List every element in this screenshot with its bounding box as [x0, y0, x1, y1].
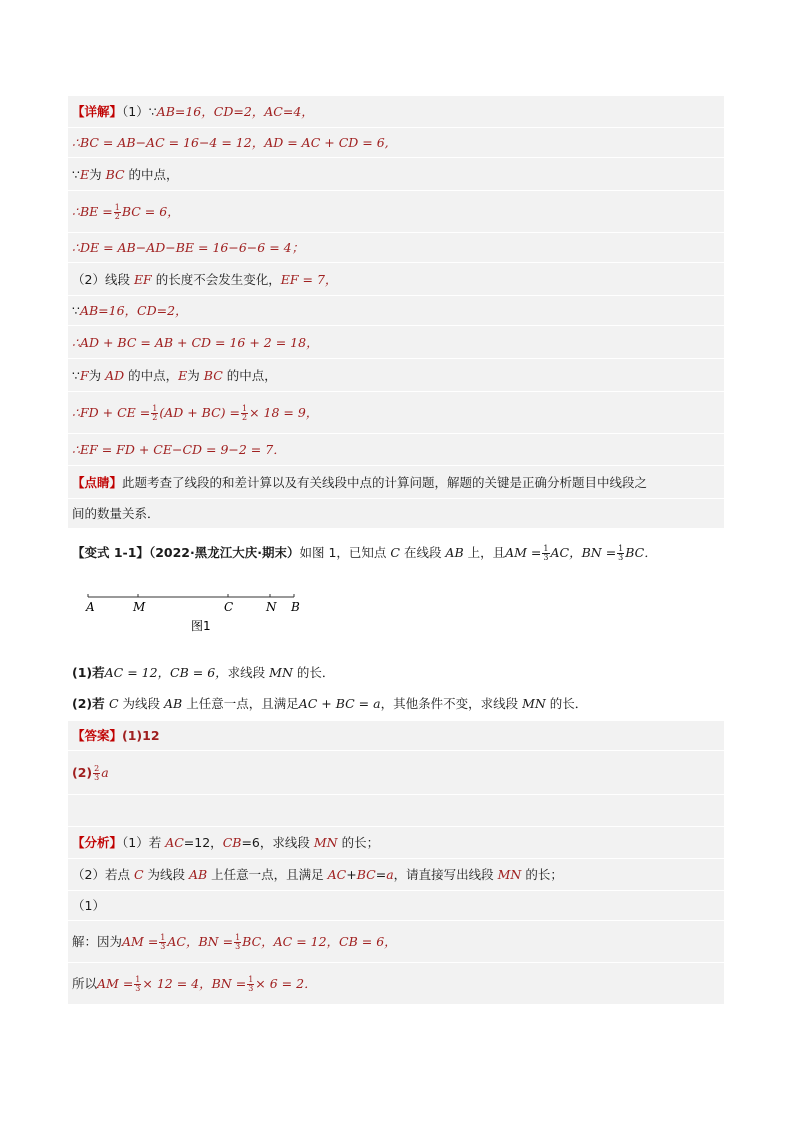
segment-figure [84, 588, 324, 638]
answer-line-1: 【答案】(1)12 [68, 721, 724, 751]
fraction: $\frac{1}{3}$ [248, 975, 254, 993]
variant-tag: 【变式 1-1】 [72, 545, 149, 560]
fraction: $\frac{1}{2}$ [152, 404, 158, 422]
solution-line-3: ∵E为 BC 的中点， [68, 158, 724, 191]
fraction: $\frac{1}{2}$ [114, 203, 120, 221]
answer-line-2: (2) $\frac{2}{3}$ a [68, 751, 724, 795]
variant-statement: 【变式 1-1】（2022·黑龙江大庆·期末）如图 1，已知点 C 在线段 AB 上，且AM = $\frac{1}{3}$ AC，BN = $\frac{1}{3}$ BC． [72, 544, 657, 562]
answer-blank [68, 795, 724, 827]
analysis-heading: 【分析】 [72, 835, 123, 850]
comment-line-1: 【点睛】此题考查了线段的和差计算以及有关线段中点的计算问题，解题的关键是正确分析题目中线段之 [68, 466, 724, 499]
figure-caption: 图1 [191, 619, 211, 633]
comment-heading: 【点睛】 [72, 475, 123, 490]
solution-line-6: （2）线段 EF 的长度不会发生变化，EF = 7， [68, 263, 724, 296]
question-2: (2)若 C 为线段 AB 上任意一点，且满足AC + BC = a，其他条件不变，求线段 MN 的长． [72, 696, 588, 711]
analysis-line-1: 【分析】（1）若 AC=12，CB=6，求线段 MN 的长； [68, 827, 724, 859]
solution-heading: 【详解】 [72, 104, 123, 119]
fraction: $\frac{1}{3}$ [618, 544, 624, 562]
solution-line-8: ∴AD + BC = AB + CD = 16 + 2 = 18， [68, 326, 724, 359]
label-m: M [133, 600, 146, 614]
analysis-line-2: （2）若点 C 为线段 AB 上任意一点，且满足 AC+BC=a，请直接写出线段 MN 的长； [68, 859, 724, 891]
fraction: $\frac{1}{3}$ [135, 975, 141, 993]
solution-line-9: ∵F为 AD 的中点，E为 BC 的中点， [68, 359, 724, 392]
solution-line-7: ∵AB=16，CD=2， [68, 296, 724, 326]
fraction: $\frac{1}{3}$ [543, 544, 549, 562]
solution-line-11: ∴EF = FD + CE−CD = 9−2 = 7． [68, 434, 724, 466]
analysis-line-4: 解：因为AM = $\frac{1}{3}$ AC，BN = $\frac{1}{3}$ BC，AC = 12，CB = 6， [68, 921, 724, 963]
variant-source: （2022·黑龙江大庆·期末） [148, 545, 300, 560]
analysis-line-3: （1） [68, 891, 724, 921]
analysis-line-5: 所以AM = $\frac{1}{3}$ × 12 = 4，BN = $\frac{1}{3}$ × 6 = 2． [68, 963, 724, 1005]
fraction: $\frac{2}{3}$ [94, 764, 100, 782]
solution-line-5: ∴DE = AB−AD−BE = 16−6−6 = 4； [68, 233, 724, 263]
solution-line-4: ∴BE = $\frac{1}{2}$ BC = 6， [68, 191, 724, 233]
label-b: B [291, 600, 300, 614]
fraction: $\frac{1}{2}$ [241, 404, 248, 422]
solution-line-10: ∴FD + CE = $\frac{1}{2}$ (AD + BC) = $\frac{1}{2}$ × 18 = 9， [68, 392, 724, 434]
label-c: C [224, 600, 234, 614]
answer-heading: 【答案】 [72, 728, 123, 743]
fraction: $\frac{1}{3}$ [235, 933, 241, 951]
label-n: N [266, 600, 277, 614]
solution-line-2: ∴BC = AB−AC = 16−4 = 12，AD = AC + CD = 6, [68, 128, 724, 158]
fraction: $\frac{1}{3}$ [160, 933, 166, 951]
question-1: (1)若AC = 12，CB = 6，求线段 MN 的长． [72, 665, 335, 680]
solution-line-1: 【详解】（1）∵AB=16，CD=2，AC=4， [68, 96, 724, 128]
label-a: A [86, 600, 95, 614]
comment-line-2: 间的数量关系． [68, 499, 724, 529]
